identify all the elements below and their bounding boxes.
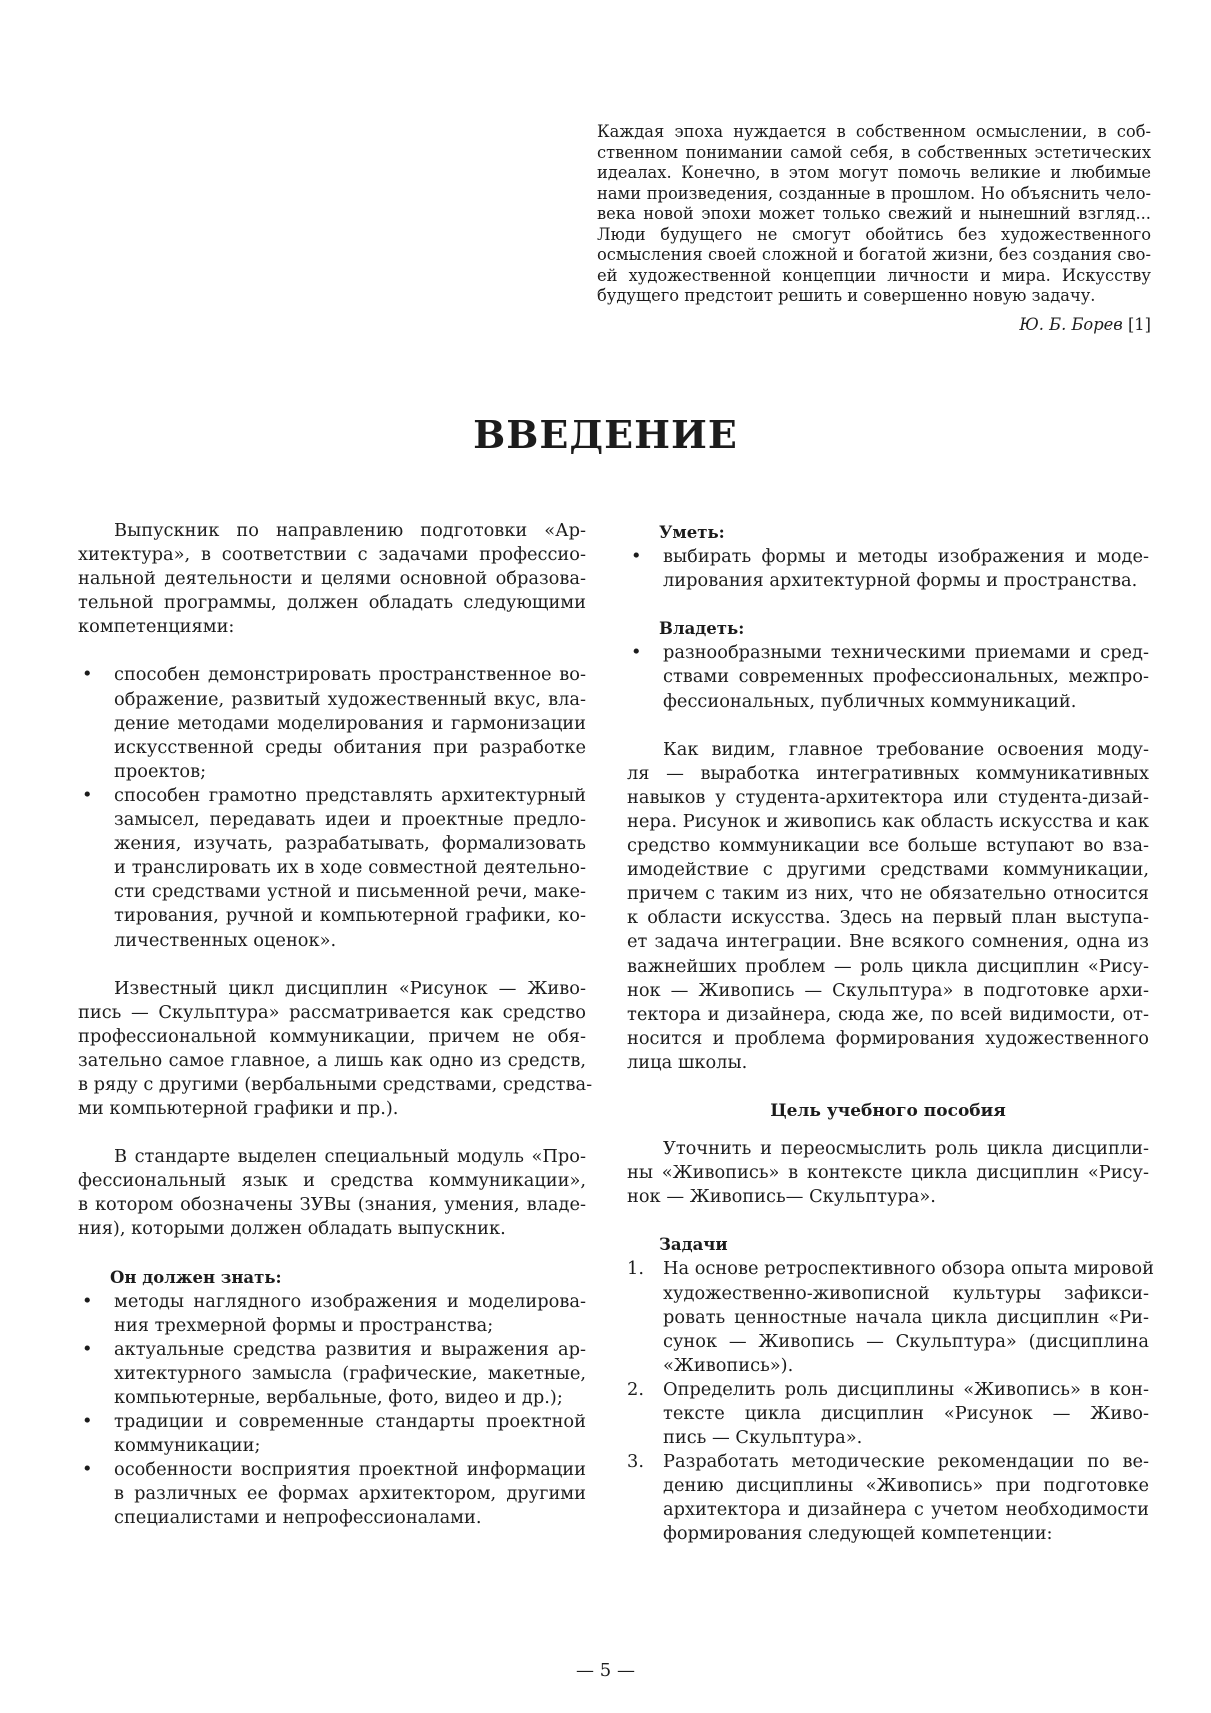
text-line: тексте цикла дисциплин «Рисунок — Живо- xyxy=(663,1403,1149,1424)
text-line: художественно-живописной культуры зафикси- xyxy=(663,1282,1149,1304)
text-line: важнейших проблем — роль цикла дисциплин «Рису- xyxy=(627,955,1149,977)
list-item xyxy=(627,1257,1154,1377)
task-number: 2. xyxy=(627,1378,644,1400)
epigraph-line: Люди будущего не смогут обойтись без художественного xyxy=(597,224,1151,244)
text-line: компетенциями: xyxy=(78,616,235,638)
text-line: нера. Рисунок и живопись как область искусства и как xyxy=(627,810,1149,832)
text-line: лица школы. xyxy=(627,1051,748,1073)
text-line: носится и проблема формирования художественного xyxy=(627,1027,1149,1049)
page-title: ВВЕДЕНИЕ xyxy=(473,412,738,457)
list-item xyxy=(627,545,1149,593)
text-line: «Живопись»). xyxy=(663,1354,794,1376)
text-line: нок — Живопись — Скульптура» в подготовке архи- xyxy=(627,979,1149,1001)
epigraph-line: идеалах. Конечно, в этом могут помочь великие и любимые xyxy=(597,163,1151,182)
text-line: проектов; xyxy=(114,760,207,782)
text-line: Как видим, главное требование освоения моду- xyxy=(663,738,1149,760)
text-line: сунок — Живопись — Скульптура» (дисциплина xyxy=(663,1330,1149,1352)
can-heading: Уметь: xyxy=(659,523,725,542)
text-line: нок — Живопись— Скульптура». xyxy=(627,1186,936,1208)
know-list xyxy=(78,1290,586,1531)
main-paragraph xyxy=(627,738,1149,1075)
text-line: хитектура», в соответствии с задачами профессио- xyxy=(78,544,586,566)
text-line: и транслировать их в ходе совместной деятельно- xyxy=(114,857,586,879)
goal-heading: Цель учебного пособия xyxy=(770,1100,1006,1121)
text-line: • методы наглядного изображения и моделирова- xyxy=(114,1290,586,1312)
text-line: ния), которыми должен обладать выпускник. xyxy=(78,1218,506,1240)
text-line: хитектурного замысла (графические, макетные, xyxy=(114,1362,586,1384)
text-line: коммуникации; xyxy=(114,1435,261,1457)
tasks-heading: Задачи xyxy=(659,1235,728,1255)
text-line: дение методами моделирования и гармонизации xyxy=(114,712,586,734)
competences-list xyxy=(78,663,586,952)
list-item xyxy=(78,1290,586,1338)
text-line: сти средствами устной и письменной речи, маке- xyxy=(114,881,586,903)
epigraph-line: ей художественной концепции личности и мира. Искусству xyxy=(597,265,1151,285)
text-line: На основе ретроспективного обзора опыта мировой xyxy=(663,1258,1154,1280)
text-line: специалистами и непрофессионалами. xyxy=(114,1507,482,1529)
epigraph-line: ственном понимании самой себя, в собственных эстетических xyxy=(597,142,1151,162)
text-line: • разнообразными техническими приемами и сред- xyxy=(663,642,1149,664)
text-line: ображение, развитый художественный вкус, вла- xyxy=(114,688,586,710)
text-line: формирования следующей компетенции: xyxy=(663,1523,1053,1545)
cycle-paragraph xyxy=(78,977,593,1122)
list-item xyxy=(627,1378,1149,1450)
text-line: в ряду с другими (вербальными средствами, средства- xyxy=(78,1073,593,1095)
text-line: • способен демонстрировать пространственное во- xyxy=(114,664,586,686)
left-column xyxy=(78,519,593,1555)
list-item xyxy=(627,1450,1149,1546)
text-line: • особенности восприятия проектной информации xyxy=(114,1459,586,1481)
text-line: в котором обозначены ЗУВы (знания, умения, владе- xyxy=(78,1194,586,1216)
text-line: Определить роль дисциплины «Живопись» в кон- xyxy=(663,1378,1149,1400)
text-line: жения, изучать, разрабатывать, формализовать xyxy=(114,833,586,855)
list-item xyxy=(627,641,1149,713)
tasks-list xyxy=(627,1257,1154,1546)
text-line: навыков у студента-архитектора или студента-дизай- xyxy=(627,786,1149,808)
right-column xyxy=(627,521,1154,1547)
epigraph-line: будущего предстоит решить и совершенно новую задачу. xyxy=(597,286,1096,305)
text-line: тектора и дизайнера, сюда же, по всей видимости, от- xyxy=(627,1003,1149,1025)
text-line: Известный цикл дисциплин «Рисунок — Живо- xyxy=(114,977,586,999)
text-line: причем с таким из них, что не обязательно относится xyxy=(627,883,1149,905)
text-line: ми компьютерной графики и пр.). xyxy=(78,1098,399,1120)
own-heading: Владеть: xyxy=(659,619,745,639)
text-line: ровать ценностные начала цикла дисциплин «Ри- xyxy=(663,1306,1149,1328)
text-line: В стандарте выделен специальный модуль «Про- xyxy=(114,1146,586,1168)
text-line: замысел, передавать идеи и проектные предло- xyxy=(114,809,586,831)
text-line: средство коммуникации все больше вступают во вза- xyxy=(627,835,1149,857)
can-list xyxy=(627,545,1149,593)
text-line: ет задача интеграции. Вне всякого сомнения, одна из xyxy=(627,931,1149,953)
text-line: искусственной среды обитания при разработке xyxy=(114,736,586,758)
text-line: пись — Скульптура». xyxy=(663,1427,863,1449)
text-line: ля — выработка интегративных коммуникативных xyxy=(627,762,1149,784)
text-line: тельной программы, должен обладать следующими xyxy=(78,592,586,614)
text-line: • актуальные средства развития и выражения ар- xyxy=(114,1338,586,1360)
text-line: пись — Скульптура» рассматривается как средство xyxy=(78,1001,586,1023)
epigraph-line: нами произведения, созданные в прошлом. Но объяснить чело- xyxy=(597,183,1151,203)
text-line: ствами современных профессиональных, межпро- xyxy=(663,666,1149,688)
text-line: нальной деятельности и целями основной образова- xyxy=(78,568,586,590)
text-line: в различных ее формах архитектором, другими xyxy=(114,1483,586,1505)
epigraph-attribution xyxy=(597,315,1151,336)
text-line: • традиции и современные стандарты проектной xyxy=(114,1411,586,1433)
text-line: Уточнить и переосмыслить роль цикла дисципли- xyxy=(663,1138,1149,1160)
text-line: профессиональной коммуникации, причем не обя- xyxy=(78,1025,586,1047)
text-line: архитектора и дизайнера с учетом необходимости xyxy=(663,1499,1149,1521)
epigraph xyxy=(597,122,1151,335)
text-line: зательно самое главное, а лишь как одно из средств, xyxy=(78,1049,586,1071)
text-line: • выбирать формы и методы изображения и моде- xyxy=(663,546,1149,568)
text-line: фессиональных, публичных коммуникаций. xyxy=(663,690,1077,712)
text-line: тирования, ручной и компьютерной графики, ко- xyxy=(114,905,586,927)
text-line: ны «Живопись» в контексте цикла дисциплин «Рису- xyxy=(627,1162,1149,1184)
epigraph-line: Каждая эпоха нуждается в собственном осмыслении, в соб- xyxy=(597,122,1151,141)
text-line: Разработать методические рекомендации по ве- xyxy=(663,1451,1149,1473)
list-item xyxy=(78,663,586,783)
list-item xyxy=(78,1338,586,1410)
text-line: лирования архитектурной формы и пространства. xyxy=(663,570,1138,592)
know-heading: Он должен знать: xyxy=(110,1267,282,1287)
own-list xyxy=(627,641,1149,713)
task-number: 1. xyxy=(627,1258,644,1280)
goal-paragraph xyxy=(627,1137,1149,1209)
text-line: имодействие с другими средствами коммуникации, xyxy=(627,859,1149,881)
epigraph-reference: [1] xyxy=(1127,314,1151,334)
intro-paragraph xyxy=(78,519,586,639)
epigraph-line: века новой эпохи может только свежий и нынешний взгляд... xyxy=(597,204,1151,223)
text-line: компьютерные, вербальные, фото, видео и др.); xyxy=(114,1387,563,1408)
task-number: 3. xyxy=(627,1451,644,1473)
epigraph-author: Ю. Б. Борев xyxy=(1019,314,1123,334)
text-line: к области искусства. Здесь на первый план выступа- xyxy=(627,907,1149,929)
page-number: — 5 — xyxy=(576,1660,635,1681)
list-item xyxy=(78,1410,586,1458)
text-line: фессиональный язык и средства коммуникации», xyxy=(78,1170,586,1192)
standard-paragraph xyxy=(78,1145,586,1241)
text-line: ния трехмерной формы и пространства; xyxy=(114,1314,494,1336)
text-line: дению дисциплины «Живопись» при подготовке xyxy=(663,1475,1149,1497)
text-line: личественных оценок». xyxy=(114,929,337,951)
epigraph-line: осмысления своей сложной и богатой жизни, без создания сво- xyxy=(597,245,1151,264)
list-item xyxy=(78,1458,586,1530)
text-line: Выпускник по направлению подготовки «Ар- xyxy=(114,520,586,541)
text-line: • способен грамотно представлять архитектурный xyxy=(114,784,586,806)
list-item xyxy=(78,784,586,953)
